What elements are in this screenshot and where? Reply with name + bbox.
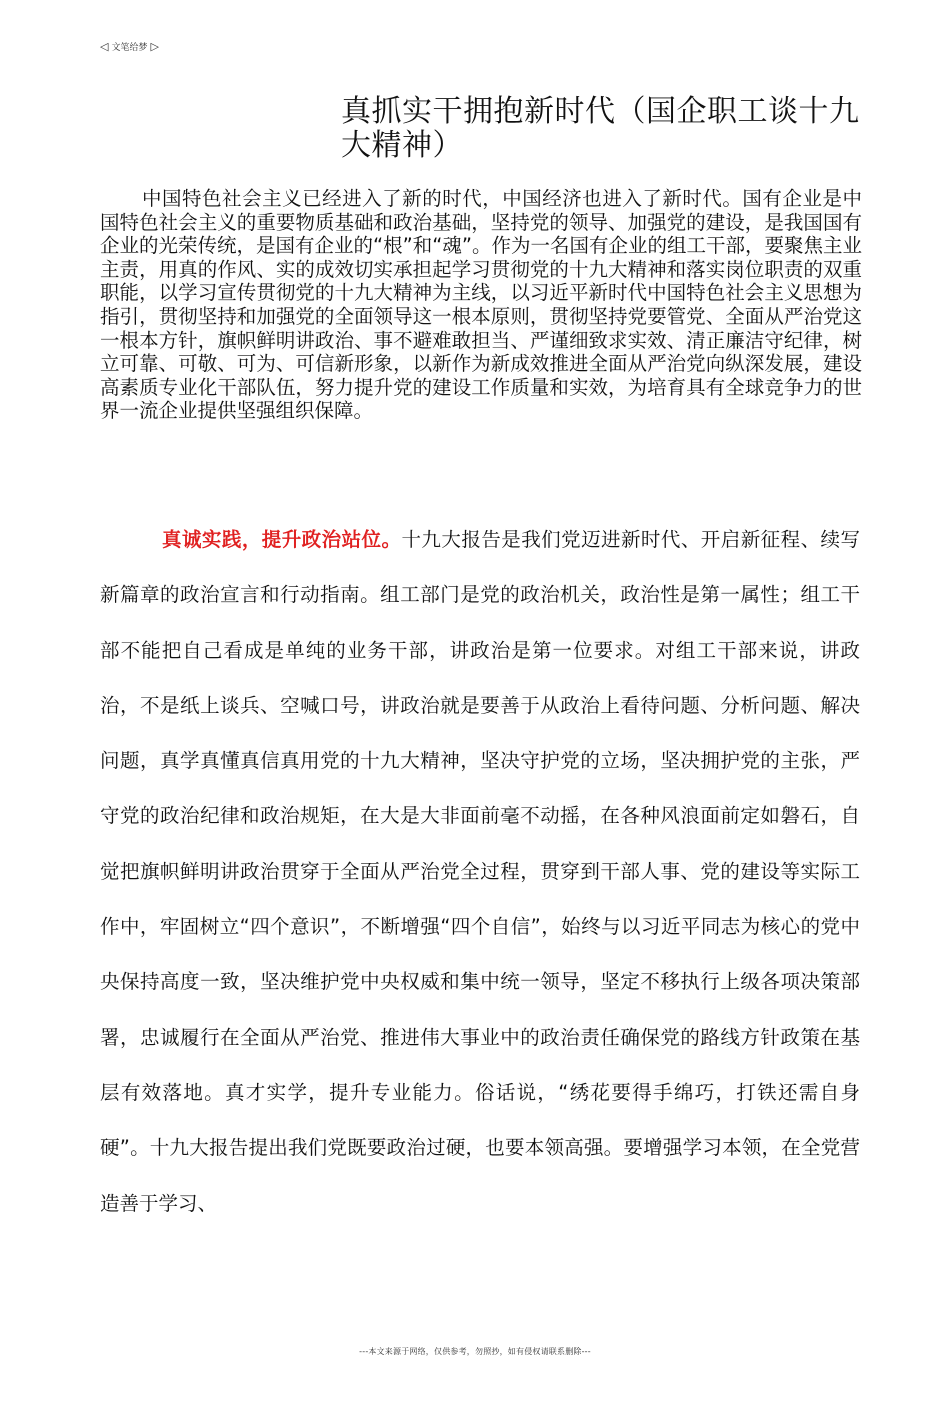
footer-note: ---本文来源于网络，仅供参考，勿照抄，如有侵权请联系删除---	[359, 1347, 591, 1356]
section1-paragraph	[100, 512, 860, 1231]
header-label: 文笔给梦	[111, 43, 148, 53]
right-triangle-icon: ▷	[150, 40, 159, 53]
intro-paragraph: 中国特色社会主义已经进入了新的时代，中国经济也进入了新时代。国有企业是中国特色社会主义的重要物质基础和政治基础，坚持党的领导、加强党的建设，是我国国有企业的光荣传统，是国有企业的“根”和“魂”。作为一名国有企业的组工干部，要聚焦主业主责，用真的作风、实的成效切实承担起学习贯彻党的十九大精神和落实岗位职责的双重职能，以学习宣传贯彻党的十九大精神为主线，以习近平新时代中国特色社会主义思想为指引，贯彻坚持和加强党的全面领导这一根本原则，贯彻坚持党要管党、全面从严治党这一根本方针，旗帜鲜明讲政治、事不避难敢担当、严谨细致求实效、清正廉洁守纪律，树立可靠、可敬、可为、可信新形象，以新作为新成效推进全面从严治党向纵深发展，建设高素质专业化干部队伍，努力提升党的建设工作质量和实效，为培育具有全球竞争力的世界一流企业提供坚强组织保障。	[100, 187, 862, 423]
header-mark	[100, 40, 159, 53]
left-triangle-icon: ◁	[100, 40, 109, 53]
document-title: 真抓实干拥抱新时代（国企职工谈十九大精神）	[341, 94, 860, 163]
section1-lead: 真诚实践，提升政治站位。	[162, 528, 402, 551]
section1-body: 十九大报告是我们党迈进新时代、开启新征程、续写新篇章的政治宣言和行动指南。组工部门是党的政治机关，政治性是第一属性；组工干部不能把自己看成是单纯的业务干部，讲政治是第一位要求。对组工干部来说，讲政治，不是纸上谈兵、空喊口号，讲政治就是要善于从政治上看待问题、分析问题、解决问题，真学真懂真信真用党的十九大精神，坚决守护党的立场，坚决拥护党的主张，严守党的政治纪律和政治规矩，在大是大非面前毫不动摇，在各种风浪面前定如磐石，自觉把旗帜鲜明讲政治贯穿于全面从严治党全过程，贯穿到干部人事、党的建设等实际工作中，牢固树立“四个意识”，不断增强“四个自信”，始终与以习近平同志为核心的党中央保持高度一致，坚决维护党中央权威和集中统一领导，坚定不移执行上级各项决策部署，忠诚履行在全面从严治党、推进伟大事业中的政治责任确保党的路线方针政策在基层有效落地。真才实学，提升专业能力。俗话说，“绣花要得手绵巧，打铁还需自身硬”。十九大报告提出我们党既要政治过硬，也要本领高强。要增强学习本领，在全党营造善于学习、	[100, 528, 860, 1215]
